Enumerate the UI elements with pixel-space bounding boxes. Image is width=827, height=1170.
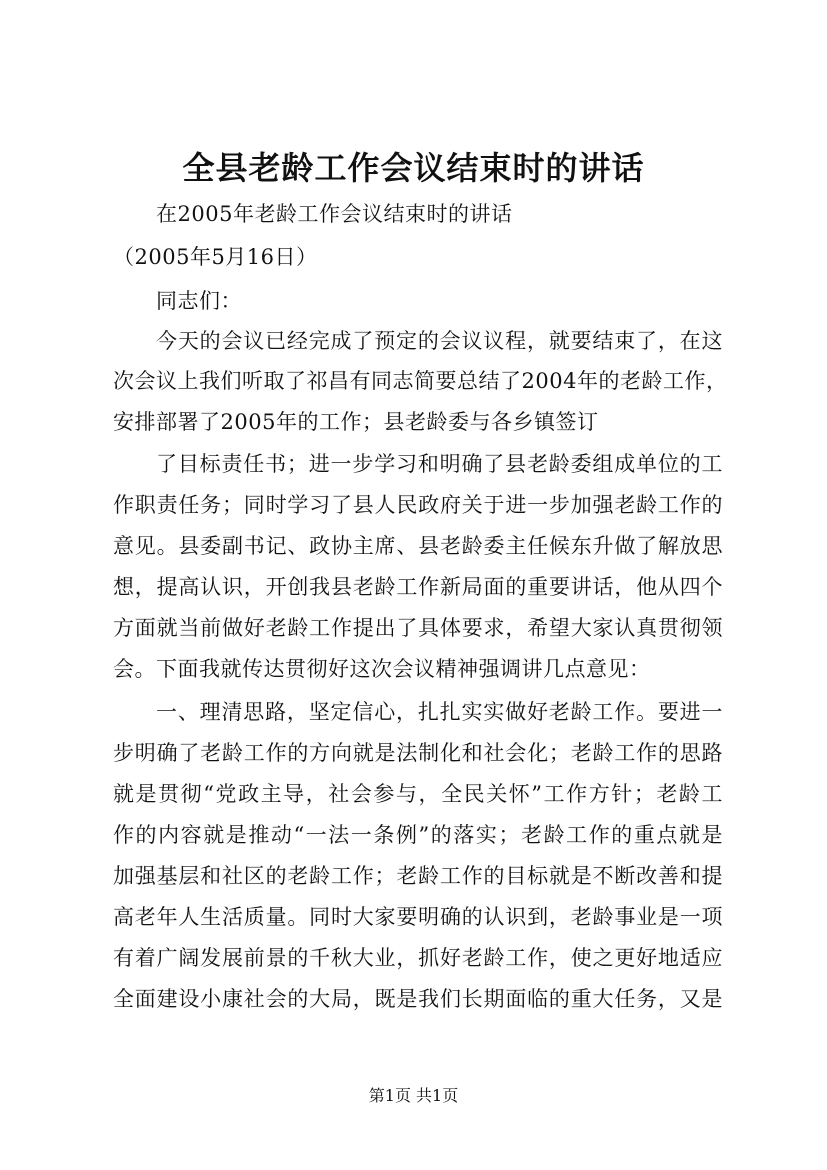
page-number: 第1页 共1页: [368, 1086, 459, 1105]
body-line: 方面就当前做好老龄工作提出了具体要求，希望大家认真贯彻领: [113, 616, 723, 640]
body-line: 会。下面我就传达贯彻好这次会议精神强调讲几点意见：: [113, 657, 651, 681]
body-line: 今天的会议已经完成了预定的会议议程，就要结束了，在这: [156, 329, 723, 353]
body-line: 步明确了老龄工作的方向就是法制化和社会化；老龄工作的思路: [113, 741, 723, 765]
body-line: 了目标责任书；进一步学习和明确了县老龄委组成单位的工: [156, 452, 723, 476]
salutation: 同志们：: [156, 289, 242, 313]
body-line: 全面建设小康社会的大局，既是我们长期面临的重大任务，又是: [113, 987, 723, 1011]
body-line: 作的内容就是推动“一法一条例”的落实；老龄工作的重点就是: [113, 823, 723, 847]
body-line: 就是贯彻“党政主导，社会参与，全民关怀”工作方针；老龄工: [113, 782, 723, 806]
body-line: 想，提高认识，开创我县老龄工作新局面的重要讲话，他从四个: [113, 575, 723, 599]
subtitle: 在2005年老龄工作会议结束时的讲话: [156, 202, 513, 226]
body-line: 加强基层和社区的老龄工作；老龄工作的目标就是不断改善和提: [113, 864, 723, 888]
document-title: 全县老龄工作会议结束时的讲话: [182, 149, 645, 187]
body-line: 一、理清思路，坚定信心，扎扎实实做好老龄工作。要进一: [156, 700, 723, 724]
date-line: （2005年5月16日）: [113, 245, 318, 269]
body-line: 作职责任务；同时学习了县人民政府关于进一步加强老龄工作的: [113, 493, 723, 517]
body-line: 高老年人生活质量。同时大家要明确的认识到，老龄事业是一项: [113, 905, 723, 929]
body-line: 有着广阔发展前景的千秋大业，抓好老龄工作，使之更好地适应: [113, 946, 723, 970]
body-line: 安排部署了2005年的工作；县老龄委与各乡镇签订: [113, 410, 599, 434]
body-line: 次会议上我们听取了祁昌有同志简要总结了2004年的老龄工作，: [113, 369, 728, 393]
body-line: 意见。县委副书记、政协主席、县老龄委主任候东升做了解放思: [113, 534, 723, 558]
